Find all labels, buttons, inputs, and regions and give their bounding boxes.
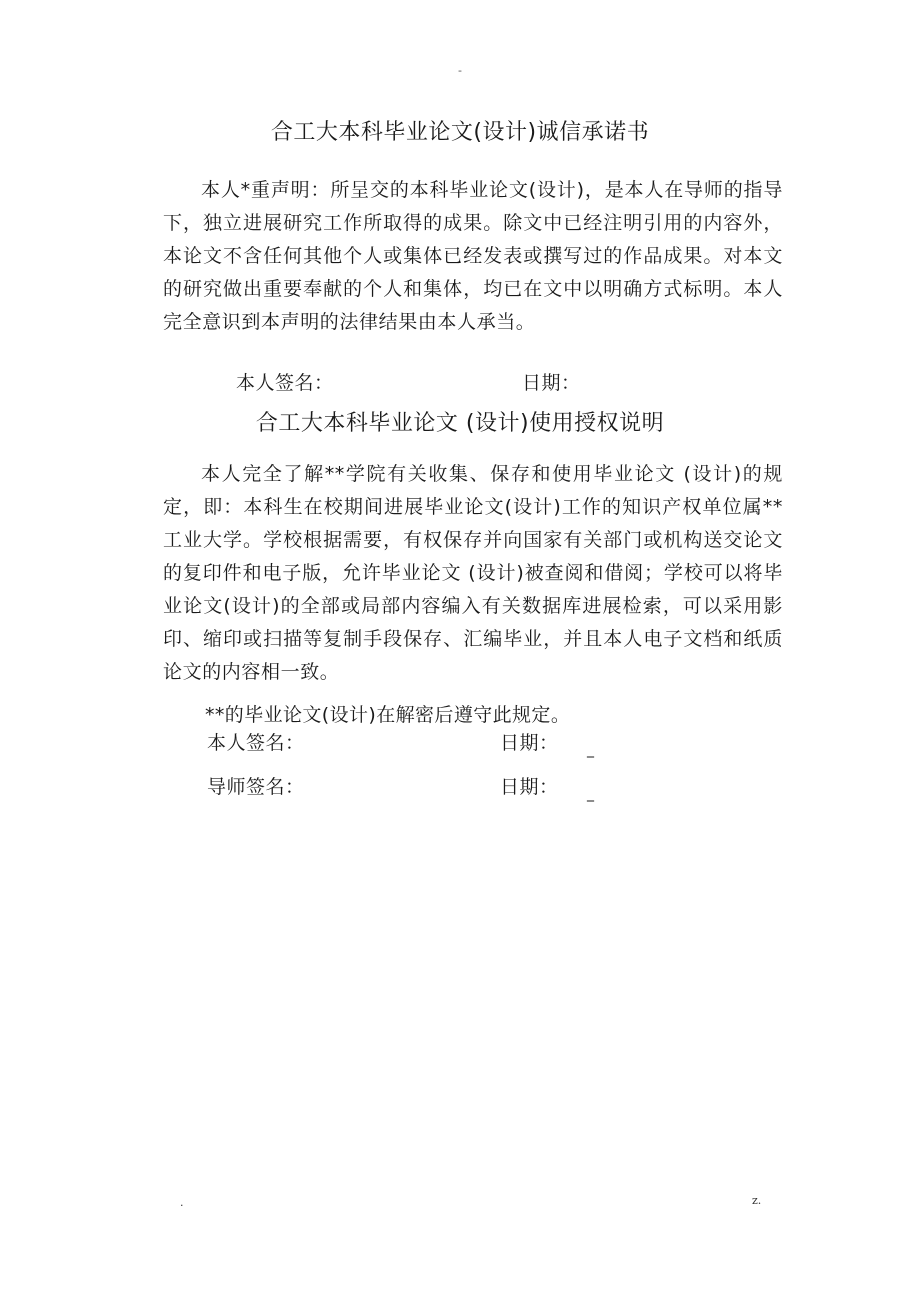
pledge-signature-label: 本人签名： <box>236 372 334 394</box>
advisor-signature-label: 导师签名： <box>207 776 305 798</box>
advisor-date-blank: _ <box>587 786 594 802</box>
secret-note: **的毕业论文(设计)在解密后遵守此规定。 <box>205 704 571 726</box>
authorization-body: 本人完全了解**学院有关收集、保存和使用毕业论文 (设计)的规定，即：本科生在校期间进展毕业论文(设计)工作的知识产权单位属**工业大学。学校根据需要，有权保存并向国家有关部门或机构送交论文的复印件和电子版，允许毕业论文 (设计)被查阅和借阅；学校可以将毕业论文(设计)的全部或局部内容编入有关数据库进展检索，可以采用影印、缩印或扫描等复制手段保存、汇编毕业，并且本人电子文档和纸质论文的内容相一致。 <box>163 463 783 683</box>
integrity-pledge-title: 合工大本科毕业论文(设计)诚信承诺书 <box>270 120 650 145</box>
advisor-date-label: 日期： <box>500 776 559 798</box>
footer-right-mark: z. <box>752 1194 762 1207</box>
integrity-pledge-body: 本人*重声明：所呈交的本科毕业论文(设计)，是本人在导师的指导下，独立进展研究工作所取得的成果。除文中已经注明引用的内容外，本论文不含任何其他个人或集体已经发表或撰写过的作品成果。对本文的研究做出重要奉献的个人和集体，均已在文中以明确方式标明。本人完全意识到本声明的法律结果由本人承当。 <box>163 179 783 333</box>
header-mark: - <box>458 64 462 77</box>
author-date-blank: _ <box>587 742 594 758</box>
authorization-title: 合工大本科毕业论文 (设计)使用授权说明 <box>255 411 665 436</box>
footer-left-mark: . <box>180 1196 184 1209</box>
author-date-label: 日期： <box>500 732 559 754</box>
author-signature-label: 本人签名： <box>207 732 305 754</box>
pledge-date-label: 日期： <box>522 372 581 394</box>
